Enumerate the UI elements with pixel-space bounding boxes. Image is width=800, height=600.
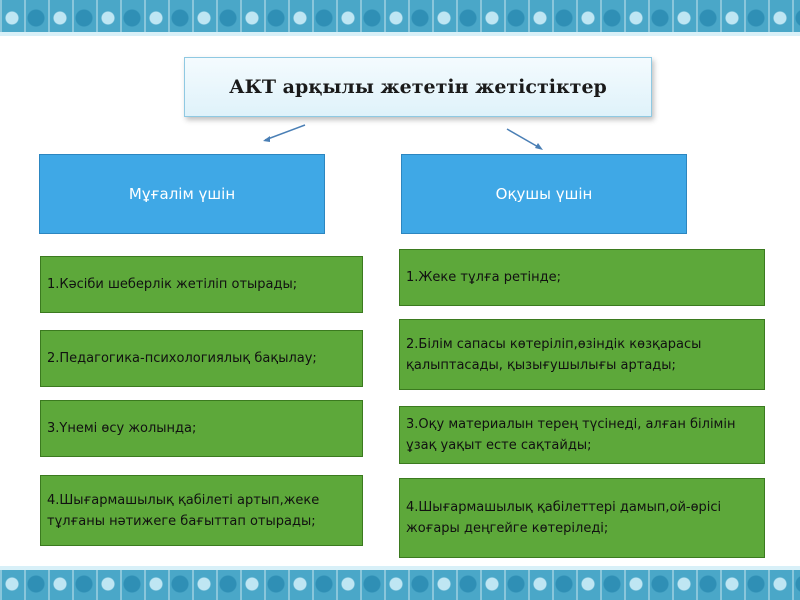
student-item-4-text: 4.Шығармашылық қабілеттері дамып,ой-өрісі жоғары деңгейге көтеріледі;: [406, 500, 722, 536]
student-header: [401, 154, 687, 234]
teacher-item-1: [40, 256, 363, 313]
teacher-item-4: [40, 475, 363, 546]
student-item-3: [399, 406, 765, 464]
arrow-left-head: [263, 136, 270, 142]
student-item-2: [399, 319, 765, 390]
diagram-title-text: АКТ арқылы жететін жетістіктер: [229, 76, 607, 98]
bottom-ornament-border: [0, 566, 800, 600]
student-item-1: [399, 249, 765, 306]
student-item-4: [399, 478, 765, 558]
teacher-item-2: [40, 330, 363, 387]
arrow-right-head: [535, 143, 543, 150]
teacher-item-1-text: 1.Кәсіби шеберлік жетіліп отырады;: [47, 277, 298, 292]
student-item-2-text: 2.Білім сапасы көтеріліп,өзіндік көзқарасы қалыптасады, қызығушылығы артады;: [406, 336, 702, 373]
student-item-1-text: 1.Жеке тұлға ретінде;: [406, 270, 562, 285]
teacher-item-2-text: 2.Педагогика-психологиялық бақылау;: [47, 351, 317, 366]
arrow-right: [507, 129, 540, 148]
student-item-3-text: 3.Оқу материалын терең түсінеді, алған білімін ұзақ уақыт есте сақтайды;: [406, 417, 736, 453]
teacher-item-3-text: 3.Үнемі өсу жолында;: [47, 421, 197, 436]
teacher-header: [39, 154, 325, 234]
arrow-left: [265, 125, 305, 140]
teacher-item-3: [40, 400, 363, 457]
student-header-label: Оқушы үшін: [495, 185, 593, 203]
teacher-header-label: Мұғалім үшін: [128, 185, 236, 203]
teacher-item-4-text: 4.Шығармашылық қабілеті артып,жеке тұлғаны нәтижеге бағыттап отырады;: [47, 492, 320, 529]
